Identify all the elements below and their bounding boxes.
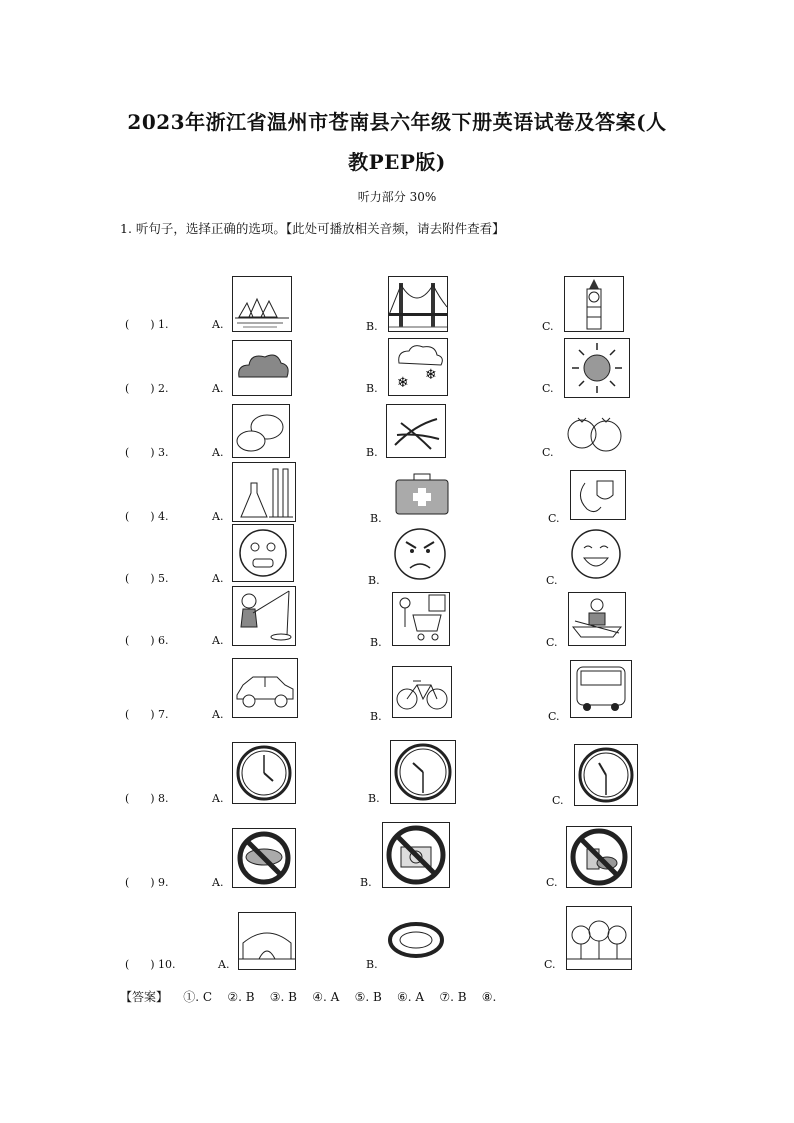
option-a-label: A.	[212, 572, 224, 585]
angry-face-icon[interactable]	[390, 526, 450, 582]
option-b-label: B.	[366, 446, 378, 459]
option-c-label: C.	[546, 636, 558, 649]
option-a-label: A.	[212, 446, 224, 459]
no-food-icon[interactable]	[566, 826, 632, 888]
page-title-line2: 教PEP版)	[348, 150, 446, 174]
ring-icon[interactable]	[386, 910, 446, 968]
option-a-label: A.	[212, 708, 224, 721]
question-label-3: ( ) 3.	[125, 446, 169, 459]
bus-icon[interactable]	[570, 660, 632, 718]
option-a-label: A.	[212, 792, 224, 805]
clock-icon[interactable]	[574, 744, 638, 806]
shopping-cart-icon[interactable]	[392, 592, 450, 646]
option-a-label: A.	[212, 876, 224, 889]
option-c-label: C.	[546, 574, 558, 587]
option-b-label: B.	[366, 382, 378, 395]
first-aid-kit-icon[interactable]	[394, 468, 450, 518]
tomatoes-icon[interactable]	[562, 402, 626, 458]
snow-cloud-icon[interactable]	[388, 338, 448, 396]
no-camera-icon[interactable]	[382, 822, 450, 888]
option-b-label: B.	[368, 574, 380, 587]
option-c-label: C.	[544, 958, 556, 971]
option-b-label: B.	[370, 636, 382, 649]
option-c-label: C.	[546, 876, 558, 889]
option-c-label: C.	[542, 320, 554, 333]
answer-key: 【答案】 ①. C ②. B ③. B ④. A ⑤. B ⑥. A ⑦. B ⑧.	[120, 990, 497, 1004]
option-c-label: C.	[542, 446, 554, 459]
happy-face-icon[interactable]	[568, 528, 624, 580]
science-lab-icon[interactable]	[232, 462, 296, 522]
fishing-boy-icon[interactable]	[232, 586, 296, 646]
option-b-label: B.	[366, 320, 378, 333]
question-label-6: ( ) 6.	[125, 634, 169, 647]
svg-text:❄: ❄	[397, 375, 409, 391]
car-icon[interactable]	[232, 658, 298, 718]
page-title-line1: 2023年浙江省温州市苍南县六年级下册英语试卷及答案(人	[127, 110, 667, 134]
sun-icon[interactable]	[564, 338, 630, 398]
bridge-icon[interactable]	[388, 276, 448, 332]
opera-house-icon[interactable]	[232, 276, 292, 332]
option-c-label: C.	[552, 794, 564, 807]
option-b-label: B.	[370, 512, 382, 525]
option-b-label: B.	[366, 958, 378, 971]
green-beans-icon[interactable]	[386, 404, 446, 458]
question-label-10: ( ) 10.	[125, 958, 176, 971]
option-b-label: B.	[368, 792, 380, 805]
cloud-icon[interactable]	[232, 340, 292, 396]
option-c-label: C.	[542, 382, 554, 395]
option-c-label: C.	[548, 512, 560, 525]
option-c-label: C.	[548, 710, 560, 723]
whistle-icon[interactable]	[570, 470, 626, 520]
option-b-label: B.	[360, 876, 372, 889]
clock-icon[interactable]	[232, 742, 296, 804]
clock-tower-icon[interactable]	[564, 276, 624, 332]
question-label-1: ( ) 1.	[125, 318, 169, 331]
bridge-arch-icon[interactable]	[238, 912, 296, 970]
scared-face-icon[interactable]	[232, 524, 294, 582]
potatoes-icon[interactable]	[232, 404, 290, 458]
bicycle-icon[interactable]	[392, 666, 452, 718]
forest-icon[interactable]	[566, 906, 632, 970]
option-a-label: A.	[212, 510, 224, 523]
question-label-9: ( ) 9.	[125, 876, 169, 889]
option-a-label: A.	[212, 634, 224, 647]
question-label-8: ( ) 8.	[125, 792, 169, 805]
rowing-boat-icon[interactable]	[568, 592, 626, 646]
question-label-2: ( ) 2.	[125, 382, 169, 395]
option-a-label: A.	[212, 382, 224, 395]
question-label-5: ( ) 5.	[125, 572, 169, 585]
section-subtitle: 听力部分 30%	[357, 190, 437, 204]
no-talking-icon[interactable]	[232, 828, 296, 888]
question-instruction: 1. 听句子，选择正确的选项。【此处可播放相关音频，请去附件查看】	[120, 221, 505, 236]
question-label-7: ( ) 7.	[125, 708, 169, 721]
svg-text:❄: ❄	[425, 367, 437, 383]
option-a-label: A.	[212, 318, 224, 331]
option-a-label: A.	[218, 958, 230, 971]
clock-icon[interactable]	[390, 740, 456, 804]
option-b-label: B.	[370, 710, 382, 723]
question-label-4: ( ) 4.	[125, 510, 169, 523]
